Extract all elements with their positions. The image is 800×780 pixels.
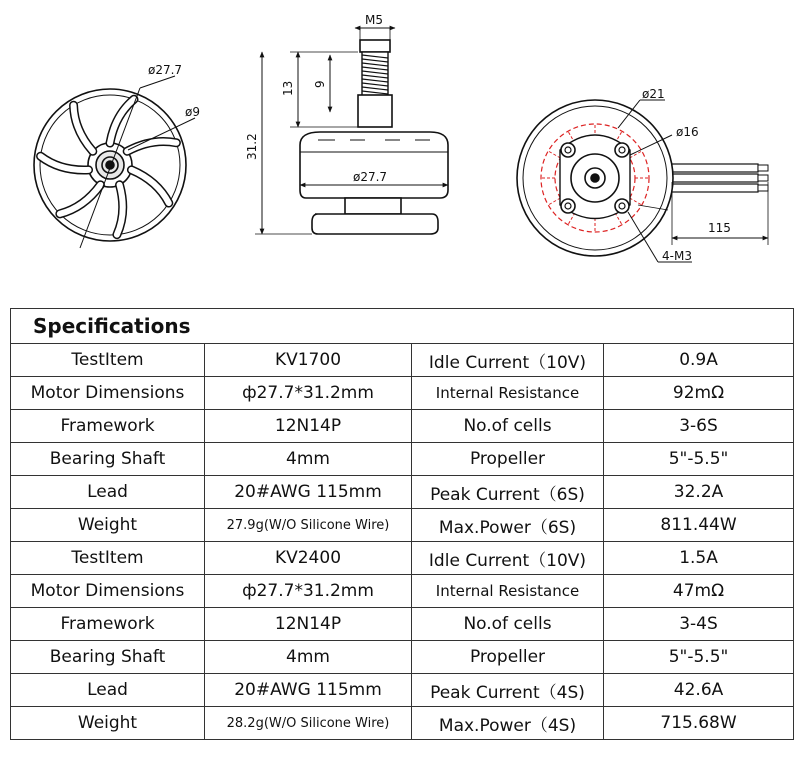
side-bell bbox=[300, 132, 448, 198]
spec-cell: Bearing Shaft bbox=[11, 641, 205, 674]
spec-cell: Weight bbox=[11, 509, 205, 542]
side-view bbox=[255, 28, 448, 234]
spec-title: Specifications bbox=[11, 309, 794, 344]
spec-cell: KV1700 bbox=[205, 344, 412, 377]
front-dim-outer: ø27.7 bbox=[148, 63, 183, 77]
spec-row bbox=[11, 344, 794, 377]
spec-cell: Peak Current（6S) bbox=[412, 476, 604, 509]
spec-table bbox=[10, 308, 794, 740]
spec-row bbox=[11, 641, 794, 674]
side-dim-height: 31.2 bbox=[245, 133, 259, 160]
spec-row bbox=[11, 608, 794, 641]
spec-cell: 12N14P bbox=[205, 410, 412, 443]
spec-cell: 5"-5.5" bbox=[604, 641, 794, 674]
spec-cell: Max.Power（4S) bbox=[412, 707, 604, 740]
spec-cell: ф27.7*31.2mm bbox=[205, 377, 412, 410]
spec-row bbox=[11, 476, 794, 509]
spec-cell: 3-6S bbox=[604, 410, 794, 443]
spec-cell: Bearing Shaft bbox=[11, 443, 205, 476]
spec-cell: Motor Dimensions bbox=[11, 575, 205, 608]
side-thread bbox=[362, 52, 388, 96]
spec-cell: KV2400 bbox=[205, 542, 412, 575]
spec-cell: 42.6A bbox=[604, 674, 794, 707]
spec-cell: 715.68W bbox=[604, 707, 794, 740]
spec-cell: 20#AWG 115mm bbox=[205, 476, 412, 509]
spec-cell: 5"-5.5" bbox=[604, 443, 794, 476]
side-dim-thread: M5 bbox=[365, 13, 383, 27]
spec-cell: 27.9g(W/O Silicone Wire) bbox=[205, 509, 412, 542]
spec-cell: Idle Current（10V) bbox=[412, 542, 604, 575]
rear-dim-16: ø16 bbox=[676, 125, 699, 139]
spec-cell: 4mm bbox=[205, 443, 412, 476]
mount-hole bbox=[561, 143, 575, 157]
mount-hole bbox=[615, 199, 629, 213]
spec-cell: 0.9A bbox=[604, 344, 794, 377]
spec-cell: Internal Resistance bbox=[412, 575, 604, 608]
spec-cell: Internal Resistance bbox=[412, 377, 604, 410]
spec-cell: Framework bbox=[11, 608, 205, 641]
side-dim-diameter: ø27.7 bbox=[353, 170, 388, 184]
spec-cell: 47mΩ bbox=[604, 575, 794, 608]
mount-hole bbox=[561, 199, 575, 213]
front-dim-shaft: ø9 bbox=[185, 105, 200, 119]
spec-cell: Propeller bbox=[412, 443, 604, 476]
spec-row bbox=[11, 377, 794, 410]
spec-cell: 20#AWG 115mm bbox=[205, 674, 412, 707]
spec-title-row bbox=[11, 309, 794, 344]
spec-cell: Lead bbox=[11, 476, 205, 509]
spec-cell: Lead bbox=[11, 674, 205, 707]
front-view bbox=[34, 76, 195, 248]
spec-row bbox=[11, 443, 794, 476]
spec-row bbox=[11, 542, 794, 575]
side-base bbox=[312, 214, 438, 234]
spec-row bbox=[11, 674, 794, 707]
side-thread-cap bbox=[360, 40, 390, 52]
spec-cell: TestItem bbox=[11, 542, 205, 575]
spec-cell: Idle Current（10V) bbox=[412, 344, 604, 377]
spec-cell: No.of cells bbox=[412, 608, 604, 641]
spec-cell: Motor Dimensions bbox=[11, 377, 205, 410]
spec-cell: 1.5A bbox=[604, 542, 794, 575]
side-dim-13: 13 bbox=[281, 80, 295, 96]
rear-dim-wire: 115 bbox=[708, 221, 731, 235]
rear-dim-holes: 4-M3 bbox=[662, 249, 692, 263]
mount-hole bbox=[615, 143, 629, 157]
spec-cell: Framework bbox=[11, 410, 205, 443]
spec-row bbox=[11, 575, 794, 608]
spec-row bbox=[11, 707, 794, 740]
spec-body bbox=[11, 344, 794, 740]
spec-cell: 4mm bbox=[205, 641, 412, 674]
spec-cell: Weight bbox=[11, 707, 205, 740]
spec-cell: 28.2g(W/O Silicone Wire) bbox=[205, 707, 412, 740]
side-shaft-neck bbox=[358, 95, 392, 127]
spec-cell: No.of cells bbox=[412, 410, 604, 443]
spec-cell: 32.2A bbox=[604, 476, 794, 509]
spec-cell: Propeller bbox=[412, 641, 604, 674]
spec-row bbox=[11, 410, 794, 443]
spec-cell: Max.Power（6S) bbox=[412, 509, 604, 542]
spec-cell: ф27.7*31.2mm bbox=[205, 575, 412, 608]
spec-cell: 12N14P bbox=[205, 608, 412, 641]
spec-cell: 3-4S bbox=[604, 608, 794, 641]
side-dim-9: 9 bbox=[313, 80, 327, 88]
spec-row bbox=[11, 509, 794, 542]
spec-cell: 92mΩ bbox=[604, 377, 794, 410]
spec-cell: Peak Current（4S) bbox=[412, 674, 604, 707]
motor-drawings bbox=[0, 0, 800, 300]
rear-view bbox=[517, 100, 768, 262]
rear-dim-21: ø21 bbox=[642, 87, 665, 101]
side-base-neck bbox=[345, 198, 401, 214]
spec-cell: 811.44W bbox=[604, 509, 794, 542]
spec-cell: TestItem bbox=[11, 344, 205, 377]
